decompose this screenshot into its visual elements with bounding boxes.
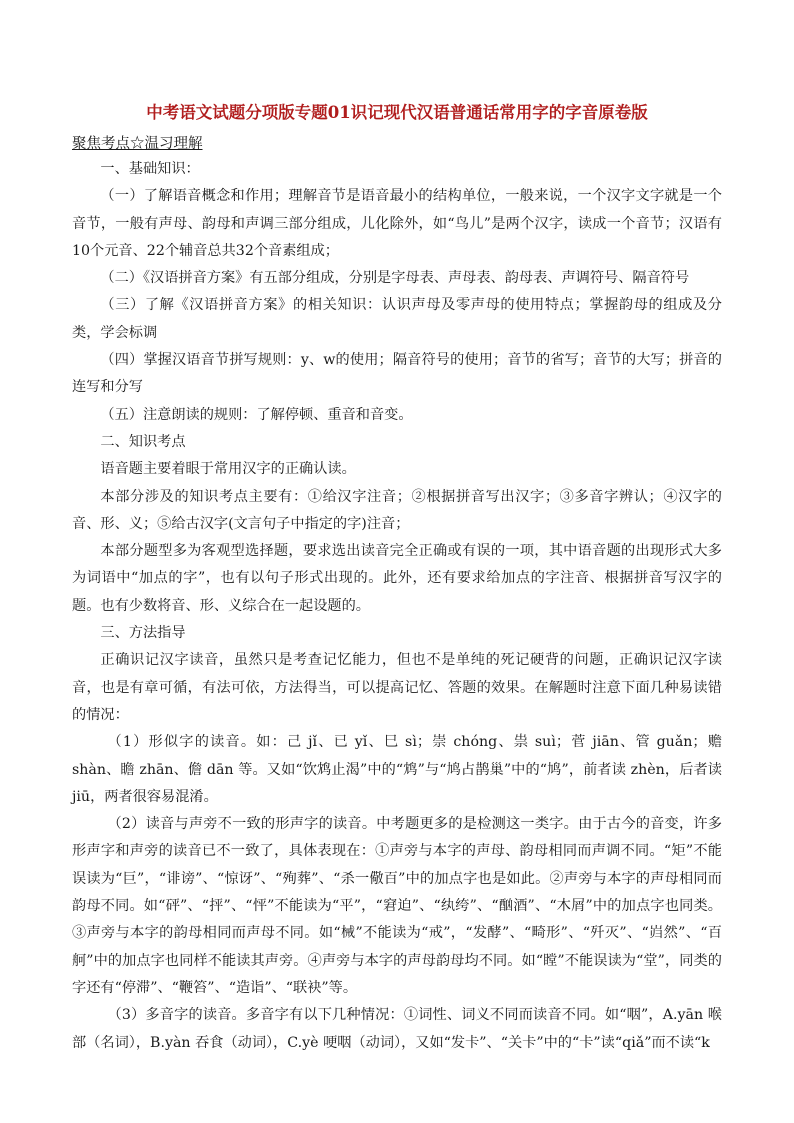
paragraph-6: 语音题主要着眼于常用汉字的正确认读。 — [100, 461, 356, 478]
paragraph-2: （二）《汉语拼音方案》有五部分组成，分别是字母表、声母表、韵母表、声调符号、隔音符号 — [100, 270, 690, 287]
paragraph-9: 正确识记汉字读音，虽然只是考查记忆能力，但也不是单纯的死记硬背的问题，正确识记汉字读音，也是有章可循，有法可依，方法得当，可以提高记忆、答题的效果。在解题时注意下面几种易读错的情况： — [72, 652, 722, 723]
paragraph-7: 本部分涉及的知识考点主要有：①给汉字注音；②根据拼音写出汉字；③多音字辨认；④汉字的音、形、义；⑤给古汉字(文言句子中指定的字)注音； — [72, 488, 722, 532]
heading-method-guide: 三、方法指导 — [100, 625, 186, 642]
paragraph-12: （3）多音字的读音。多音字有以下几种情况：①词性、词义不同而读音不同。如“咽”，A.yān 喉部（名词），B.yàn 吞食（动词），C.yè 哽咽（动词），又如“发卡”、“关卡”中的“卡”读“qiǎ”而不读“k — [72, 1007, 722, 1051]
paragraph-5: （五）注意朗读的规则：了解停顿、重音和音变。 — [100, 406, 413, 423]
paragraph-1: （一）了解语音概念和作用；理解音节是语音最小的结构单位，一般来说，一个汉字文字就是一个音节，一般有声母、韵母和声调三部分组成，儿化除外，如“鸟儿”是两个汉字，读成一个音节；汉语有10个元音、22个辅音总共32个音素组成； — [72, 188, 722, 259]
paragraph-3: （三）了解《汉语拼音方案》的相关知识：认识声母及零声母的使用特点；掌握韵母的组成及分类，学会标调 — [72, 297, 722, 341]
paragraph-4: （四）掌握汉语音节拼写规则：y、w的使用；隔音符号的使用；音节的省写；音节的大写；拼音的连写和分写 — [72, 352, 722, 396]
heading-basic-knowledge: 一、基础知识： — [100, 161, 200, 177]
heading-knowledge-points: 二、知识考点 — [100, 433, 186, 450]
section-subtitle: 聚焦考点☆温习理解 — [72, 136, 203, 152]
document-page — [72, 100, 722, 1057]
paragraph-10: （1）形似字的读音。如：己 jǐ、已 yǐ、巳 sì；崇 chóng、祟 suì；菅 jiān、管 guǎn；赡 shàn、瞻 zhān、儋 dān 等。又如“饮鸩止渴”中的“鸩”与“鸠占鹊巢”中的“鸠”，前者读 zhèn，后者读 jiū，两者很容易混淆。 — [72, 734, 722, 805]
document-title: 中考语文试题分项版专题01识记现代汉语普通话常用字的字音原卷版 — [146, 103, 648, 122]
paragraph-8: 本部分题型多为客观型选择题，要求选出读音完全正确或有误的一项，其中语音题的出现形式大多为词语中“加点的字”，也有以句子形式出现的。此外，还有要求给加点的字注音、根据拼音写汉字的题。也有少数将音、形、义综合在一起设题的。 — [72, 543, 722, 614]
paragraph-11: （2）读音与声旁不一致的形声字的读音。中考题更多的是检测这一类字。由于古今的音变，许多形声字和声旁的读音已不一致了，具体表现在：①声旁与本字的声母、韵母相同而声调不同。“矩”不能误读为“巨”，“诽谤”、“惊讶”、“殉葬”、“杀一儆百”中的加点字也是如此。②声旁与本字的声母相同而韵母不同。如“砰”、“抨”、“怦”不能读为“平”，“窘迫”、“纨绔”、“酗酒”、“木屑”中的加点字也同类。③声旁与本字的韵母相同而声母不同。如“械”不能读为“戒”，“发酵”、“畸形”、“歼灭”、“岿然”、“百舸”中的加点字也同样不能读其声旁。④声旁与本字的声母韵母均不同。如“瞠”不能误读为“堂”，同类的字还有“停滞”、“鞭笞”、“造诣”、“联袂”等。 — [72, 816, 722, 996]
